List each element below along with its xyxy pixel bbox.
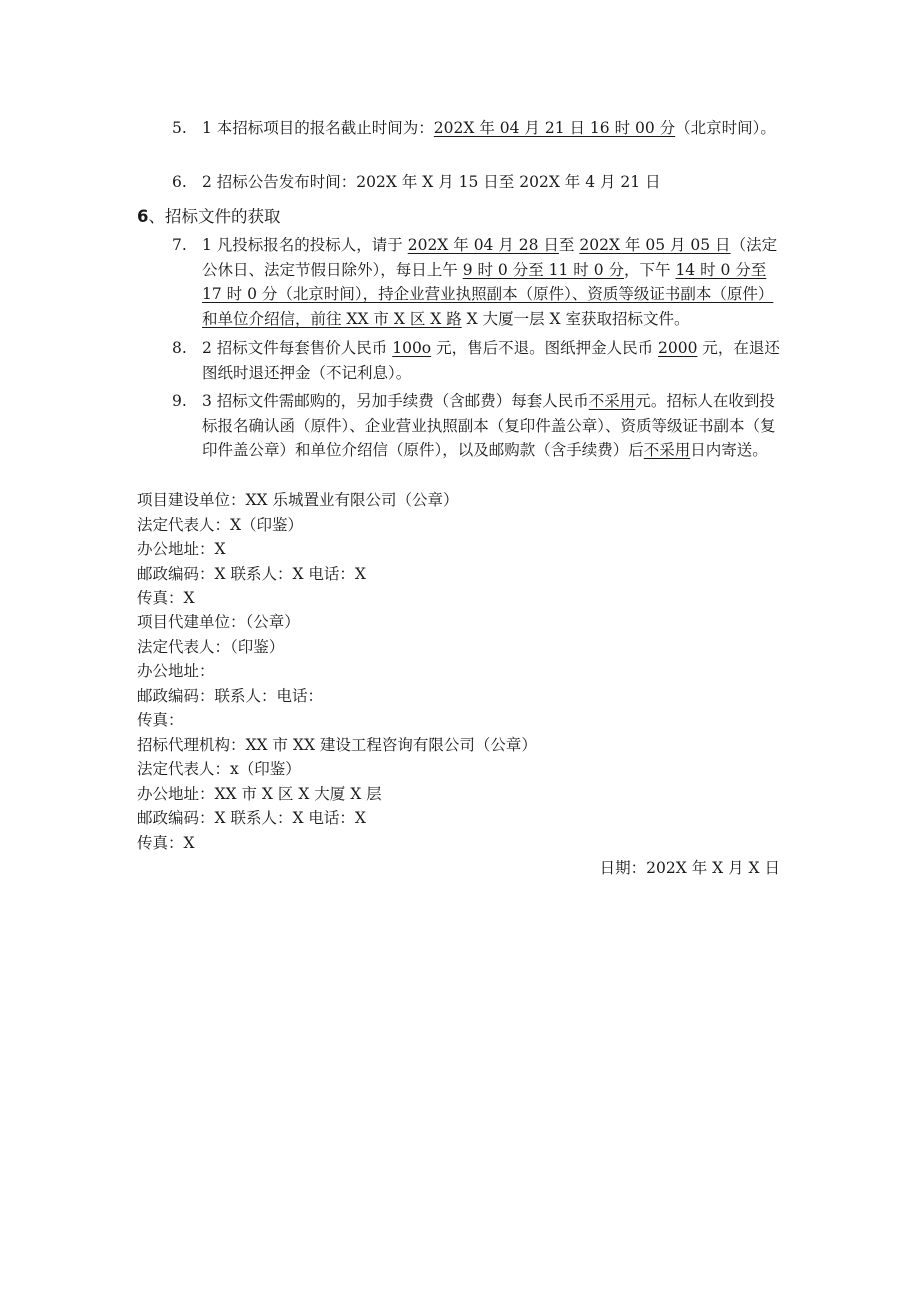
info-line: 办公地址： (137, 662, 215, 680)
info-line: 办公地址：XX 市 X 区 X 大厦 X 层 (137, 785, 382, 803)
list-number: 5. (172, 119, 187, 137)
list-item-text: 2 招标文件每套售价人民币 100o 元，售后不退。图纸押金人民币 2000 元，在退还图纸时退还押金（不记利息）。 (202, 339, 780, 382)
list-number: 9. (172, 392, 187, 410)
section-title: 、招标文件的获取 (148, 207, 281, 226)
list-item-6 (172, 170, 787, 195)
info-line: 招标代理机构：XX 市 XX 建设工程咨询有限公司（公章） (137, 736, 537, 754)
list-item-text: 1 本招标项目的报名截止时间为：202X 年 04 月 21 日 16 时 00 分（北京时间）。 (202, 119, 776, 137)
section-heading (137, 205, 280, 229)
info-line: 邮政编码：联系人：电话： (137, 687, 324, 705)
list-number: 7. (172, 236, 187, 254)
list-item-text: 3 招标文件需邮购的，另加手续费（含邮费）每套人民币不采用元。招标人在收到投标报名确认函（原件）、企业营业执照副本（复印件盖公章）、资质等级证书副本（复印件盖公章）和单位介绍信（原件），以及邮购款（含手续费）后不采用日内寄送。 (202, 392, 776, 459)
date-line: 日期：202X 年 X 月 X 日 (599, 859, 780, 877)
info-line: 办公地址：X (137, 540, 226, 558)
list-item-5 (172, 116, 787, 141)
info-line: 法定代表人：（印鉴） (137, 638, 285, 656)
list-item-7 (172, 233, 787, 331)
info-line: 邮政编码：X 联系人：X 电话：X (137, 809, 366, 827)
info-line: 项目代建单位：（公章） (137, 613, 300, 631)
info-line: 传真： (137, 711, 184, 729)
info-line: 法定代表人：x（印鉴） (137, 760, 301, 778)
list-item-text: 2 招标公告发布时间：202X 年 X 月 15 日至 202X 年 4 月 21 日 (202, 173, 661, 191)
info-line: 项目建设单位：XX 乐城置业有限公司（公章） (137, 491, 459, 509)
list-item-9 (172, 389, 787, 463)
list-number: 6. (172, 173, 187, 191)
info-line: 传真：X (137, 834, 195, 852)
info-line: 邮政编码：X 联系人：X 电话：X (137, 565, 366, 583)
info-line: 法定代表人：X（印鉴） (137, 516, 304, 534)
list-item-8 (172, 336, 787, 385)
info-line: 传真：X (137, 589, 195, 607)
list-number: 8. (172, 339, 187, 357)
section-number: 6 (137, 207, 149, 226)
list-item-text: 1 凡投标报名的投标人，请于 202X 年 04 月 28 日至 202X 年 05 月 05 日（法定公休日、法定节假日除外），每日上午 9 时 0 分至 11 时 0 分，下午 14 时 0 分至 17 时 0 分（北京时间），持企业营业执照副本（原件）、资质等级证书副本（原件）和单位介绍信，前往 XX 市 X 区 X 路 X 大厦一层 X 室获取招标文件。 (202, 236, 778, 328)
